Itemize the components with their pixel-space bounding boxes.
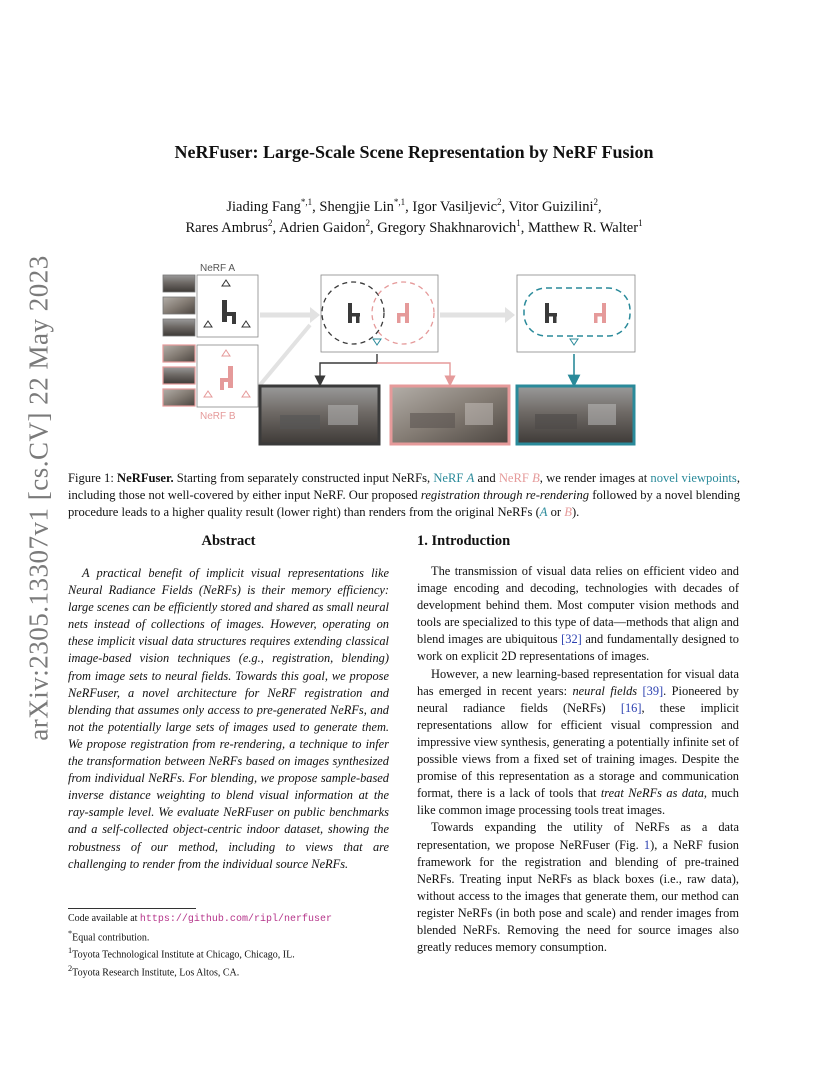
intro-paragraph-1: The transmission of visual data relies on efficient video and image encoding and decoding, technologies with decades of development behind them. Most computer vision methods and tools are specialized to this type of data—methods that align and blend images are ubiquitous [32] and fundamentally designed to work on explicit 2D representations of images. (417, 564, 739, 664)
author: Adrien Gaidon$^2$ (278, 218, 371, 236)
abstract-section (68, 533, 389, 873)
footnote-rule (68, 908, 196, 909)
author-line-2: Rares Ambrus$^2$, Adrien Gaidon$^2$, Gregory Shakhnarovich$^1$, Matthew R. Walter$^1$ (185, 218, 643, 236)
citation-link[interactable]: [39] (637, 683, 664, 698)
fusion-box (517, 275, 635, 352)
paper-title: NeRFuser: Large-Scale Scene Representation by NeRF Fusion (174, 142, 654, 162)
author-line-1: Jiading Fang$^{*,1}$, Shengjie Lin$^{*,1}$, Igor Vasiljevic$^2$, Vitor Guizilini$^2$, (226, 197, 602, 215)
author: Jiading Fang$^{*,1}$ (226, 197, 313, 215)
citation-link[interactable]: [32] (561, 632, 582, 647)
footnotes (68, 912, 389, 980)
render-image-b (391, 386, 509, 444)
nerf-b-thumbnails (163, 345, 195, 406)
intro-paragraph-2: However, a new learning-based representation for visual data has emerged in recent years: neural fields [39]. Pioneered by neural radiance fields (NeRFs) [16], these implicit representations allow for efficient visual compression and impressive view synthesis, generating a potentially infinite set of possible views from a fixed set of training images. Despite the promise of this representation as a storage and communication format, there is a lack of tools that treat NeRFs as data, much like common image processing tools treat images. (417, 666, 740, 818)
affiliation-2: $^2$Toyota Research Institute, Los Altos, CA. (68, 964, 240, 979)
affiliation-1: $^1$Toyota Technological Institute at Chicago, Chicago, IL. (68, 946, 295, 961)
figure-1 (160, 255, 660, 450)
nerf-b-label: NeRF B (200, 411, 236, 422)
intro-paragraph-3: Towards expanding the utility of NeRFs as a data representation, we propose NeRFuser (Fig. 1), a NeRF fusion framework for the registration and blending of pre-trained NeRFs. Treating input NeRFs as black boxes (i.e., raw data), without access to the images that generate them, our method can register NeRFs (in both pose and scale) and render images from blended NeRFs. Removing the need for source images also greatly reduces memory consumption. (417, 820, 739, 955)
registration-box (321, 275, 438, 352)
author: Shengjie Lin$^{*,1}$ (319, 197, 406, 215)
citation-link[interactable]: [16] (620, 700, 642, 715)
author: Igor Vasiljevic$^2$ (412, 197, 502, 215)
render-image-a (260, 386, 379, 444)
equal-footnote: *Equal contribution. (68, 928, 150, 943)
nerf-a-label: NeRF A (200, 263, 236, 274)
author: Gregory Shakhnarovich$^1$ (377, 218, 521, 236)
code-footnote: Code available at https://github.com/ripl/nerfuser (68, 913, 332, 925)
author: Matthew R. Walter$^1$ (527, 218, 643, 236)
figure-link[interactable]: 1 (643, 837, 651, 852)
introduction-heading: 1. Introduction (417, 533, 511, 549)
code-link[interactable]: https://github.com/ripl/nerfuser (139, 914, 332, 925)
nerf-a-box (197, 275, 258, 337)
author: Rares Ambrus$^2$ (185, 218, 273, 236)
introduction-section (417, 533, 739, 956)
render-arrow-b (377, 363, 450, 381)
figure-1-diagram (160, 255, 660, 450)
abstract-heading: Abstract (201, 533, 256, 549)
abstract-text: A practical benefit of implicit visual representations like Neural Radiance Fields (NeRFs) is their memory efficiency: large scenes can be efficiently stored and shared as small neural nets instead of collections of images. However, operating on these implicit visual data structures requires extending classical image-based vision techniques (e.g., registration, blending) from image sets to neural fields. Towards this goal, we propose NeRFuser, a novel architecture for NeRF registration and blending that assumes only access to pre-generated NeRFs, and not the potentially large sets of images used to generate them. We propose registration from re-rendering, a technique to infer the transformation between NeRFs based on images synthesized from individual NeRFs. For blending, we propose sample-based inverse distance weighting to blend visual information at the ray-sample level. We evaluate NeRFuser on public benchmarks and a self-collected object-centric indoor dataset, showing the robustness of our method, including to views that are challenging to render from the individual source NeRFs. (68, 566, 389, 871)
render-image-fused (517, 386, 634, 444)
render-arrow-a (320, 354, 377, 381)
arxiv-identifier: arXiv:2305.13307v1 [cs.CV] 22 May 2023 (23, 255, 54, 741)
author: Vitor Guizilini$^2$ (508, 197, 599, 215)
figure-caption: Figure 1: NeRFuser. Starting from separately constructed input NeRFs, NeRF A and NeRF B, we render images at novel viewpoints, including those not well-covered by either input NeRF. Our proposed registration through re-rendering followed by a novel blending procedure leads to a higher quality result (lower right) than renders from the original NeRFs (A or B). (68, 471, 741, 519)
nerf-b-box (197, 345, 258, 407)
arxiv-sidebar (19, 255, 59, 741)
nerf-a-thumbnails (163, 275, 195, 336)
